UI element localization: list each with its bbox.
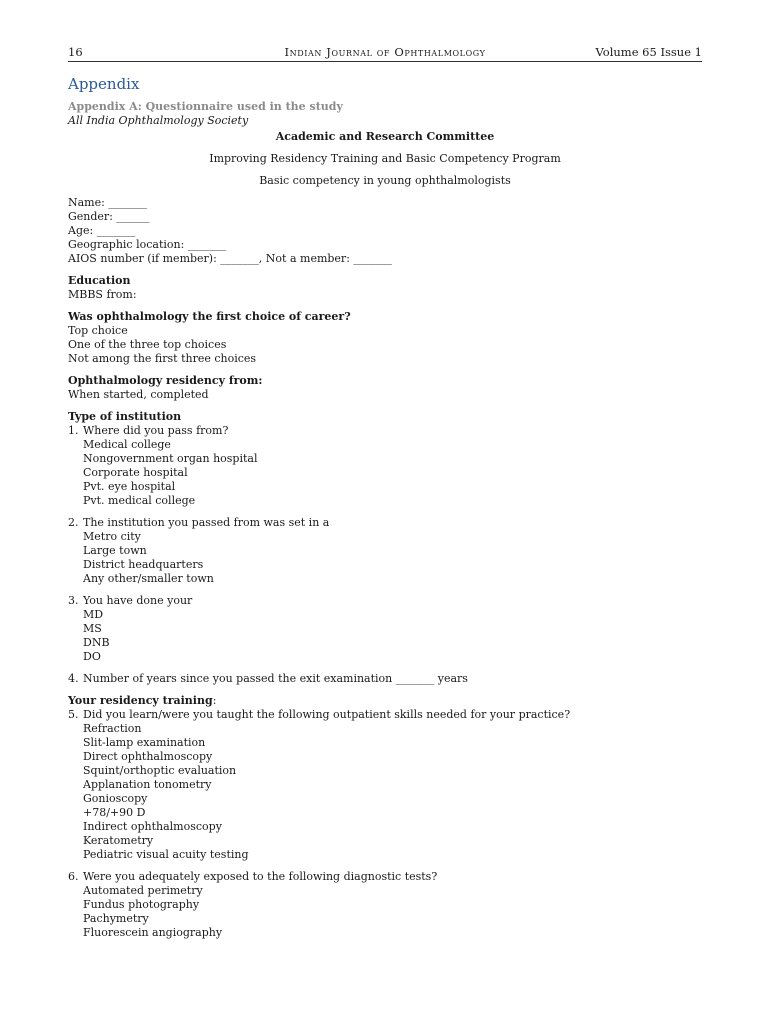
page-content bbox=[68, 74, 702, 940]
question-number: 2. bbox=[68, 516, 79, 529]
question-block bbox=[68, 594, 702, 664]
section-heading: Ophthalmology residency from: bbox=[68, 374, 263, 387]
option-item: District headquarters bbox=[83, 558, 204, 571]
career-section bbox=[68, 310, 702, 366]
question-block bbox=[68, 424, 702, 508]
option-item: MD bbox=[83, 608, 104, 621]
topic-title: Basic competency in young ophthalmologists bbox=[259, 174, 511, 187]
option-item: Nongovernment organ hospital bbox=[83, 452, 258, 465]
option-item: +78/+90 D bbox=[83, 806, 146, 819]
option-item: Pediatric visual acuity testing bbox=[83, 848, 249, 861]
option-item: Gonioscopy bbox=[83, 792, 148, 805]
option-item: Indirect ophthalmoscopy bbox=[83, 820, 222, 833]
field-line: Geographic location: _______ bbox=[68, 238, 227, 251]
question-number: 1. bbox=[68, 424, 79, 437]
question-text: Where did you pass from? bbox=[83, 424, 229, 437]
respondent-fields bbox=[68, 196, 702, 266]
section-heading: Type of institution bbox=[68, 410, 182, 423]
option-item: One of the three top choices bbox=[68, 338, 227, 351]
option-item: Pvt. eye hospital bbox=[83, 480, 176, 493]
appendix-title: Appendix bbox=[68, 75, 140, 93]
option-item: MS bbox=[83, 622, 102, 635]
field-line: Name: _______ bbox=[68, 196, 147, 209]
field-line: AIOS number (if member): _______, Not a member: _______ bbox=[68, 252, 392, 265]
question-block bbox=[68, 672, 702, 686]
page-number: 16 bbox=[68, 45, 83, 59]
question-text: The institution you passed from was set in a bbox=[83, 516, 330, 529]
question-block bbox=[68, 516, 702, 586]
option-item: Fluorescein angiography bbox=[83, 926, 223, 939]
option-item: Refraction bbox=[83, 722, 142, 735]
program-title: Improving Residency Training and Basic Competency Program bbox=[209, 152, 561, 165]
option-item: Fundus photography bbox=[83, 898, 200, 911]
option-item: Automated perimetry bbox=[83, 884, 203, 897]
question-text: Number of years since you passed the exit examination _______ years bbox=[83, 672, 468, 685]
question-number: 6. bbox=[68, 870, 79, 883]
option-item: Large town bbox=[83, 544, 147, 557]
question-block bbox=[68, 708, 702, 862]
question-block bbox=[68, 870, 702, 940]
question-text: Were you adequately exposed to the following diagnostic tests? bbox=[83, 870, 438, 883]
question-text: Did you learn/were you taught the following outpatient skills needed for your practice? bbox=[83, 708, 571, 721]
option-item: Keratometry bbox=[83, 834, 154, 847]
heading-suffix: : bbox=[212, 694, 217, 707]
section-line: When started, completed bbox=[68, 388, 209, 401]
option-item: Not among the first three choices bbox=[68, 352, 257, 365]
training-section bbox=[68, 694, 702, 862]
field-line: Gender: ______ bbox=[68, 210, 150, 223]
journal-title: Indian Journal of Ophthalmology bbox=[284, 45, 486, 59]
section-heading: Your residency training bbox=[68, 694, 213, 707]
question-number: 4. bbox=[68, 672, 79, 685]
volume-issue: Volume 65 Issue 1 bbox=[595, 45, 702, 59]
option-item: Direct ophthalmoscopy bbox=[83, 750, 213, 763]
society-name: All India Ophthalmology Society bbox=[68, 114, 249, 127]
option-item: Any other/smaller town bbox=[83, 572, 214, 585]
question-number: 5. bbox=[68, 708, 79, 721]
option-item: Pachymetry bbox=[83, 912, 149, 925]
field-line: Age: _______ bbox=[68, 224, 136, 237]
institution-section bbox=[68, 410, 702, 508]
option-item: DNB bbox=[83, 636, 110, 649]
section-heading: Was ophthalmology the first choice of career? bbox=[68, 310, 351, 323]
option-item: Top choice bbox=[68, 324, 128, 337]
section-line: MBBS from: bbox=[68, 288, 137, 301]
appendix-subtitle: Appendix A: Questionnaire used in the study bbox=[68, 100, 343, 113]
option-item: Applanation tonometry bbox=[83, 778, 212, 791]
option-item: Squint/orthoptic evaluation bbox=[83, 764, 237, 777]
section-heading: Education bbox=[68, 274, 131, 287]
option-item: Metro city bbox=[83, 530, 141, 543]
option-item: Pvt. medical college bbox=[83, 494, 196, 507]
education-section bbox=[68, 274, 702, 302]
running-header bbox=[68, 45, 702, 62]
committee-heading: Academic and Research Committee bbox=[275, 130, 495, 143]
option-item: Corporate hospital bbox=[83, 466, 188, 479]
option-item: Slit-lamp examination bbox=[83, 736, 206, 749]
question-text: You have done your bbox=[83, 594, 193, 607]
option-item: Medical college bbox=[83, 438, 171, 451]
residency-from-section bbox=[68, 374, 702, 402]
question-number: 3. bbox=[68, 594, 79, 607]
option-item: DO bbox=[83, 650, 101, 663]
